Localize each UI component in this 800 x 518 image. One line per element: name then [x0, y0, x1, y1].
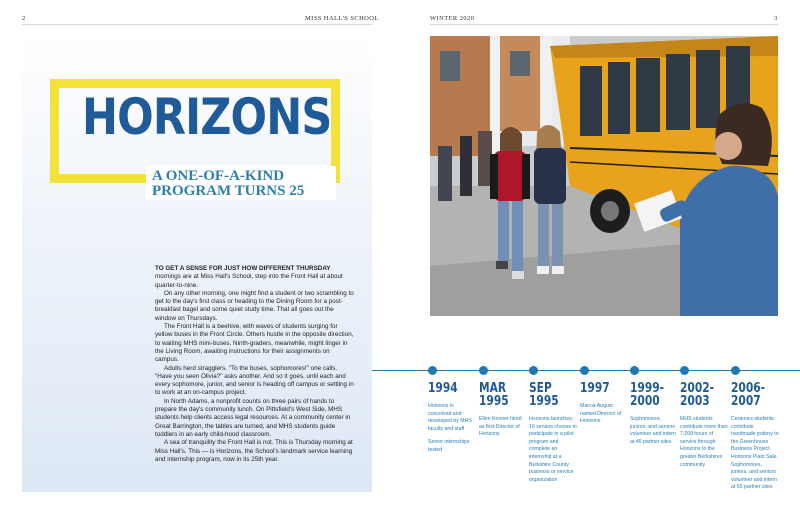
- milestone-year-line: 1999-: [630, 381, 665, 396]
- timeline-dot: [428, 366, 437, 375]
- lead-caps: TO GET A SENSE FOR JUST HOW DIFFERENT THURSDAY: [155, 265, 331, 272]
- timeline-dot: [731, 366, 740, 375]
- article-body: [155, 265, 355, 464]
- milestone-description-extra: Senior internships tested: [428, 439, 470, 453]
- milestone-description: Horizons is conceived and developed by MHS faculty and staff: [428, 403, 472, 432]
- milestone-year-line: SEP: [529, 381, 552, 396]
- milestone-year: [479, 382, 518, 408]
- milestone-year-line: MAR: [479, 381, 507, 396]
- milestone-year: [428, 382, 467, 395]
- milestone-year-line: 1997: [580, 381, 610, 396]
- milestone-description: Marcia August named Director of Horizons: [580, 403, 622, 425]
- timeline-milestone: [630, 366, 678, 446]
- right-header-rule: [430, 24, 778, 25]
- milestone-year: [630, 382, 669, 408]
- timeline-milestone: [428, 366, 476, 455]
- timeline-dot: [580, 366, 589, 375]
- left-header-rule: [22, 24, 372, 25]
- milestone-year-line: 2006-: [731, 381, 766, 396]
- lead-rest: mornings are at Miss Hall's School, step into the Front Hall at about quarter-to-nine.: [155, 273, 343, 289]
- milestone-year-line: 2003: [680, 394, 710, 409]
- right-page-number: 3: [774, 15, 778, 22]
- body-paragraph: In North Adams, a nonprofit counts on three pairs of hands to prepare the day's community lunch. On Pittsfield's West Side, MHS students help clients access legal resources. At a community center in Great Barrington, the tables are turned, and MHS students guide toddlers in an early child-hood classroom.: [155, 397, 351, 438]
- photo-illustration: [430, 36, 778, 316]
- milestone-description: Ellen Kenner hired as first Director of Horizons: [479, 416, 522, 438]
- body-paragraph: The Front Hall is a beehive, with waves of students surging for yellow buses in the Front Circle. Others hustle in the opposite direction, to waiting MHS mini-buses. Ninth-graders, meanwhile, might linger in the Living Room, awaiting instructions for their assignments on campus.: [155, 323, 354, 364]
- article-title: HORIZONS: [82, 88, 332, 146]
- timeline-milestone: [731, 366, 779, 492]
- milestone-year: [529, 382, 568, 408]
- lead-paragraph: [155, 265, 355, 290]
- milestone-year: [580, 382, 619, 395]
- milestone-description: MHS students contribute more than 7,200 hours of service through Horizons to the greater Berkshires community: [680, 416, 728, 468]
- subtitle-line-2: PROGRAM TURNS 25: [152, 183, 305, 199]
- timeline-dot: [479, 366, 488, 375]
- milestone-year-line: 1995: [529, 394, 559, 409]
- milestone-year-line: 2002-: [680, 381, 715, 396]
- timeline-milestone: [479, 366, 527, 439]
- body-paragraph: A sea of tranquility the Front Hall is not. This is Thursday morning at Miss Hall's. This — is Horizons, the School's landmark service learning and internship program, now in its 25th year.: [155, 439, 353, 463]
- timeline-milestone: [580, 366, 628, 426]
- right-running-head: WINTER 2020: [430, 15, 475, 22]
- body-paragraph: On any other morning, one might find a student or two scrambling to get to the day's first class or heading to the Dining Room for a post-breakfast bagel and some quiet study time. That all goes out the window on Thursdays.: [155, 289, 354, 322]
- milestone-year: [731, 382, 770, 408]
- timeline-milestone: [529, 366, 577, 484]
- milestone-year: [680, 382, 719, 408]
- milestone-year-line: 2007: [731, 394, 761, 409]
- timeline-dot: [630, 366, 639, 375]
- milestone-description: Sophomores, juniors, and seniors volunteer and intern at 46 partner sites: [630, 416, 676, 445]
- milestone-description: Horizons launches; 16 seniors choose to participate in a pilot program and complete an internship at a Berkshire County business or service organization: [529, 416, 577, 483]
- milestone-year-line: 1995: [479, 394, 509, 409]
- timeline-dot: [680, 366, 689, 375]
- subtitle-line-1: A ONE-OF-A-KIND: [152, 168, 285, 184]
- left-page-number: 2: [22, 15, 26, 22]
- milestone-year-line: 1994: [428, 381, 458, 396]
- timeline-milestone: [680, 366, 728, 469]
- students-boarding-bus-photo: [430, 36, 778, 316]
- body-paragraph: Adults herd stragglers. "To the buses, sophomores!" one calls. "Have you seen Olivia?" asks another. And so it goes, until each and every sophomore, junior, and senior is heading off campus or settling in to work at an on-campus project.: [155, 364, 354, 397]
- left-running-head: MISS HALL'S SCHOOL: [305, 15, 379, 22]
- milestone-year-line: 2000: [630, 394, 660, 409]
- milestone-description: Ceramics students contribute handmade pottery to the Greenhouse Business Project Horizons Plant Sale. Sophomores, juniors, and seniors volunteer and intern at 65 partner sites: [731, 416, 779, 491]
- article-subtitle: [152, 169, 352, 199]
- timeline-dot: [529, 366, 538, 375]
